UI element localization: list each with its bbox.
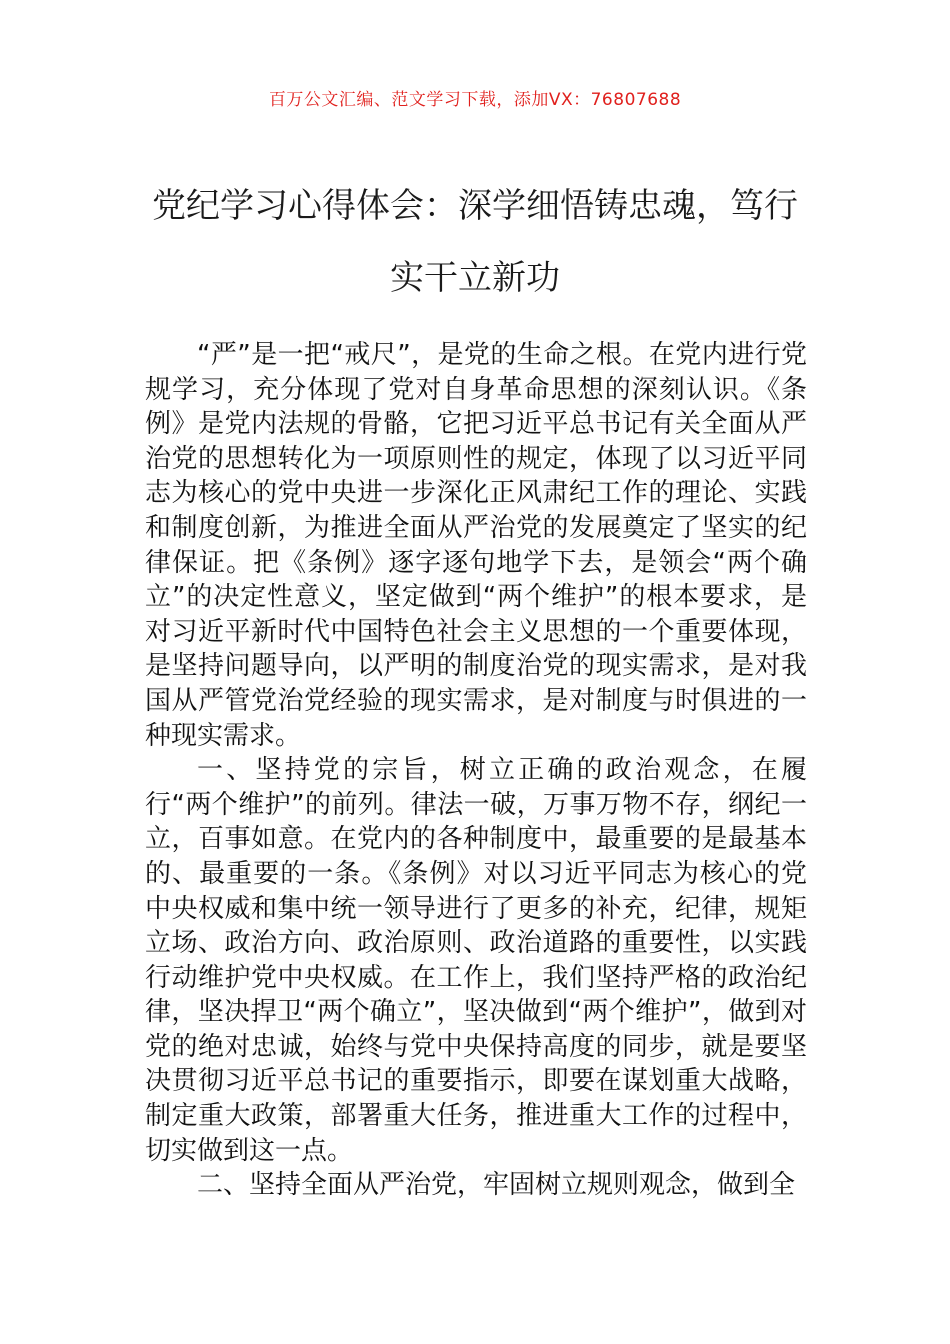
paragraph-intro: “严”是一把“戒尺”，是党的生命之根。在党内进行党规学习，充分体现了党对自身革命思想的深刻认识。《条例》是党内法规的骨骼，它把习近平总书记有关全面从严治党的思想转化为一项原则性的规定，体现了以习近平同志为核心的党中央进一步深化正风肃纪工作的理论、实践和制度创新，为推进全面从严治党的发展奠定了坚实的纪律保证。把《条例》逐字逐句地学下去，是领会“两个确立”的决定性意义，坚定做到“两个维护”的根本要求，是对习近平新时代中国特色社会主义思想的一个重要体现，是坚持问题导向，以严明的制度治党的现实需求，是对我国从严管党治党经验的现实需求，是对制度与时俱进的一种现实需求。: [145, 340, 807, 751]
paragraph-section-one: 一、坚持党的宗旨，树立正确的政治观念，在履行“两个维护”的前列。律法一破，万事万物不存，纲纪一立，百事如意。在党内的各种制度中，最重要的是最基本的、最重要的一条。《条例》对以习近平同志为核心的党中央权威和集中统一领导进行了更多的补充，纪律，规矩立场、政治方向、政治原则、政治道路的重要性，以实践行动维护党中央权威。在工作上，我们坚持严格的政治纪律，坚决捍卫“两个确立”，坚决做到“两个维护”，做到对党的绝对忠诚，始终与党中央保持高度的同步，就是要坚决贯彻习近平总书记的重要指示，即要在谋划重大战略，制定重大政策，部署重大任务，推进重大工作的过程中，切实做到这一点。: [145, 755, 807, 1166]
document-body: [145, 338, 807, 1203]
header-watermark-note: 百万公文汇编、范文学习下载，添加VX：76807688: [268, 90, 682, 110]
paragraph-section-two: 二、坚持全面从严治党，牢固树立规则观念，做到全: [197, 1170, 796, 1201]
document-title: 党纪学习心得体会：深学细悟铸忠魂，笃行实干立新功: [152, 186, 798, 298]
